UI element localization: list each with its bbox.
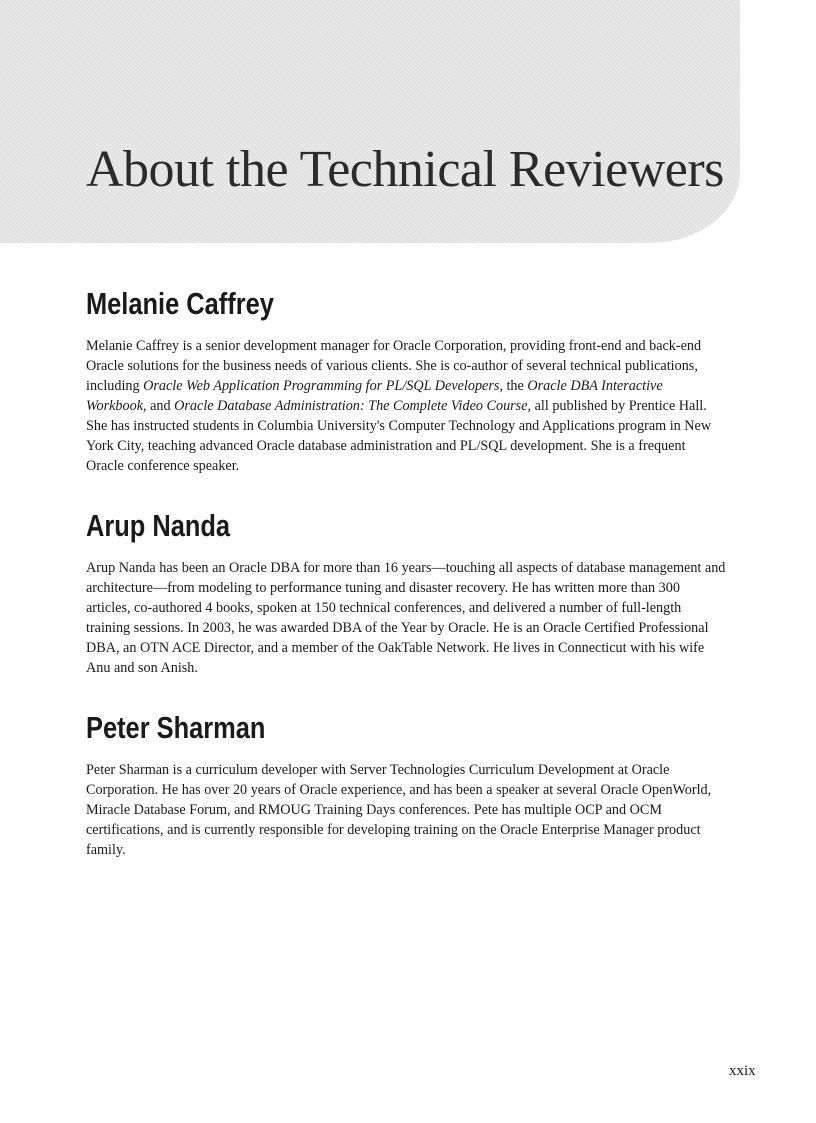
bio-text: , and [143,398,175,414]
reviewer-peter-sharman [86,704,726,860]
reviewer-bio [86,336,726,476]
book-title: Oracle Web Application Programming for PL/SQL Developers [143,378,500,394]
bio-text: Melanie Caffrey is a senior development manager for Oracle Corporation, providing front-end and back-end Oracle solutions for the business needs of various clients. She is co-author of several technical publications, including [86,338,702,394]
reviewer-arup-nanda [86,502,726,678]
book-title: Oracle Database Administration: The Complete Video Course [174,398,528,414]
reviewers-list [86,280,726,886]
reviewer-name: Arup Nanda [86,508,231,543]
page-number: xxix [729,1063,756,1079]
reviewer-name: Melanie Caffrey [86,286,274,321]
reviewer-bio: Peter Sharman is a curriculum developer with Server Technologies Curriculum Development at Oracle Corporation. He has over 20 years of Oracle experience, and has been a speaker at several Oracle OpenWorld, Miracle Database Forum, and RMOUG Training Days conferences. Pete has multiple OCP and OCM certifications, and is currently responsible for developing training on the Oracle Enterprise Manager product family. [86,762,712,858]
bio-text: , the [499,378,528,394]
reviewer-bio: Arup Nanda has been an Oracle DBA for more than 16 years—touching all aspects of database management and architecture—from modeling to performance tuning and disaster recovery. He has written more than 300 articles, co-authored 4 books, spoken at 150 technical conferences, and delivered a number of full-length training sessions. In 2003, he was awarded DBA of the Year by Oracle. He is an Oracle Certified Professional DBA, an OTN ACE Director, and a member of the OakTable Network. He lives in Connecticut with his wife Anu and son Anish. [86,560,726,676]
chapter-header-band [0,0,740,243]
bio-text: , all published by Prentice Hall. She has instructed students in Columbia University's Computer Technology and Applications program in New York City, teaching advanced Oracle database administration and PL/SQL development. She is a frequent Oracle conference speaker. [86,398,712,474]
reviewer-melanie-caffrey [86,280,726,476]
book-title: Oracle DBA Interactive Workbook [86,378,663,414]
page-title: About the Technical Reviewers [86,141,724,198]
reviewer-name: Peter Sharman [86,710,266,745]
